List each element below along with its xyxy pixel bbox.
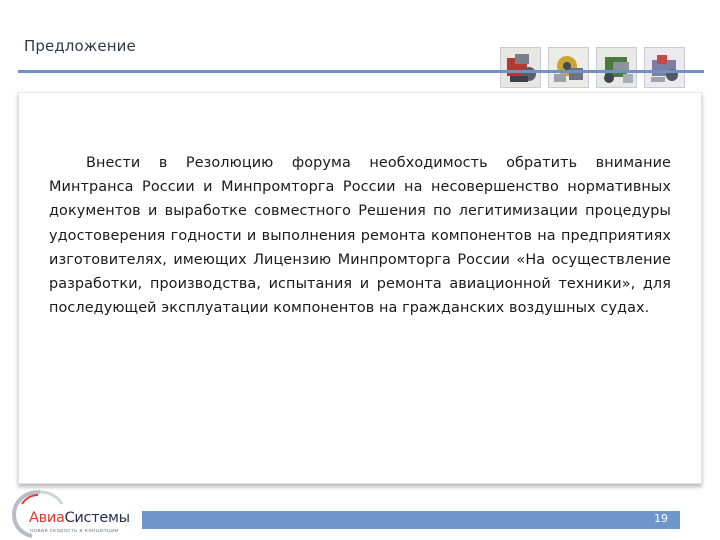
logo-tagline: новая скорость в концепции bbox=[30, 528, 119, 534]
slide-title: Предложение bbox=[24, 37, 136, 55]
footer-bar bbox=[142, 511, 680, 529]
logo-part-1: Авиа bbox=[29, 510, 65, 526]
page-number: 19 bbox=[654, 512, 668, 525]
aircraft-component-photo-icon bbox=[548, 47, 589, 88]
thumbnail-strip bbox=[500, 47, 685, 89]
content-panel bbox=[18, 92, 702, 484]
aircraft-component-photo-icon bbox=[644, 47, 685, 88]
aircraft-component-photo-icon bbox=[500, 47, 541, 88]
logo-wordmark bbox=[29, 510, 130, 526]
aviasystems-logo bbox=[10, 488, 140, 538]
header-divider bbox=[18, 70, 704, 73]
aircraft-component-photo-icon bbox=[596, 47, 637, 88]
logo-part-2: Системы bbox=[64, 510, 130, 526]
proposal-text: Внести в Резолюцию форума необходимость обратить внимание Минтранса России и Минпромторга России на несовершенство нормативных документов и выработке совместного Решения по легитимизации процедуры удостоверения годности и выполнения ремонта компонентов на предприятиях изготовителях, имеющих Лицензию Минпромторга России «На осуществление разработки, производства, испытания и ремонта авиационной техники», для последующей эксплуатации компонентов на гражданских воздушных судах. bbox=[49, 155, 671, 317]
